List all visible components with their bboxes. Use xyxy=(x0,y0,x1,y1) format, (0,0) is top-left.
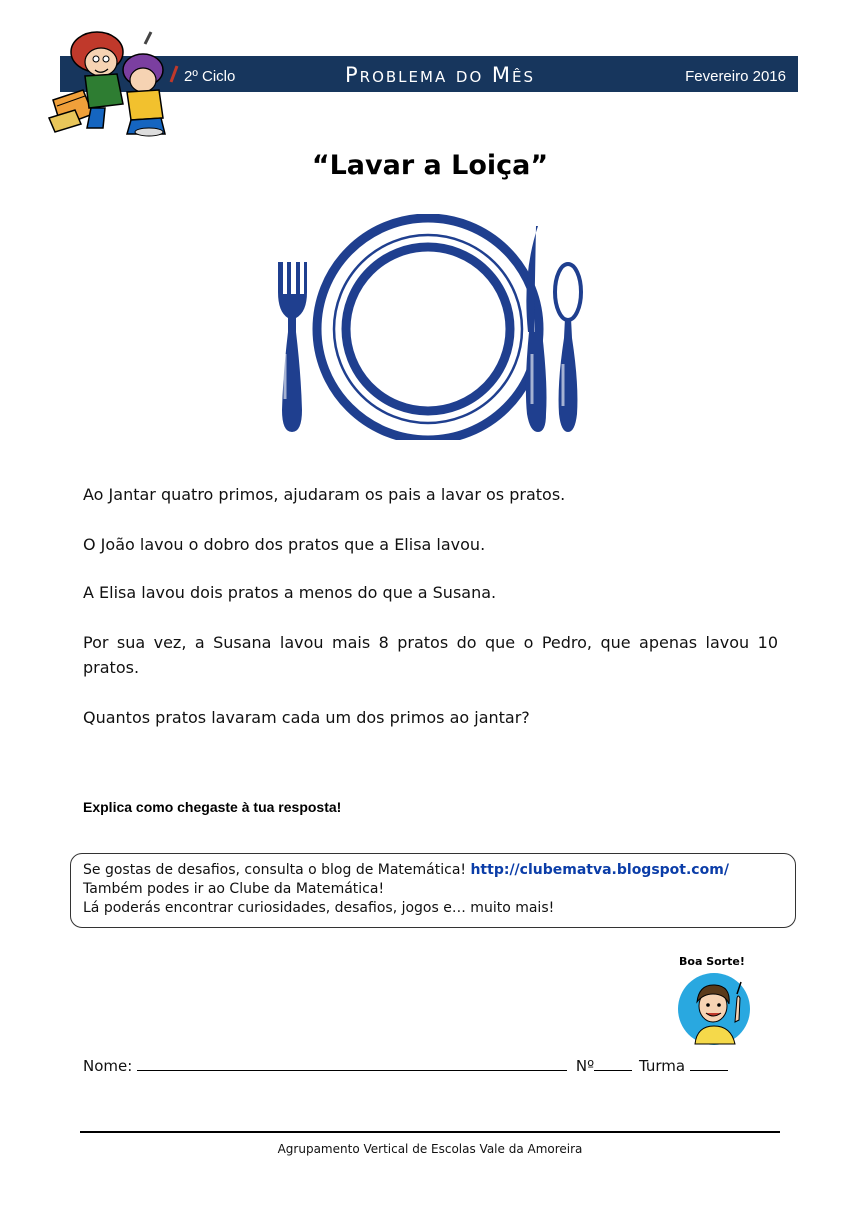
header-date: Fevereiro 2016 xyxy=(685,68,786,85)
header-title: Problema do Mês xyxy=(345,63,536,87)
problem-paragraph: Por sua vez, a Susana lavou mais 8 pratos do que o Pedro, que apenas lavou 10 pratos. xyxy=(83,633,778,677)
books-icon xyxy=(49,90,93,132)
class-label: Turma xyxy=(638,1057,686,1075)
name-label: Nome: xyxy=(83,1057,133,1075)
cycle-label: 2º Ciclo xyxy=(184,68,236,85)
info-line-1 xyxy=(83,861,785,880)
problem-paragraph: Ao Jantar quatro primos, ajudaram os pais a lavar os pratos. xyxy=(83,485,566,504)
number-field[interactable] xyxy=(594,1056,632,1071)
good-luck-label: Boa Sorte! xyxy=(679,955,745,968)
name-field[interactable] xyxy=(137,1056,567,1071)
explain-instruction: Explica como chegaste à tua resposta! xyxy=(83,799,342,815)
blog-link[interactable]: http://clubematva.blogspot.com/ xyxy=(470,862,729,878)
info-line-2: Também podes ir ao Clube da Matemática! xyxy=(83,881,385,897)
fork-icon xyxy=(278,262,307,432)
problem-paragraph: O João lavou o dobro dos pratos que a Elisa lavou. xyxy=(83,535,486,554)
kid-purple-hair xyxy=(123,54,165,136)
problem-paragraph: A Elisa lavou dois pratos a menos do que a Susana. xyxy=(83,583,497,602)
tableware-illustration xyxy=(270,214,590,440)
class-field[interactable] xyxy=(690,1056,728,1071)
info-text: Se gostas de desafios, consulta o blog de Matemática! xyxy=(83,862,471,878)
spoon-icon xyxy=(555,264,581,432)
plate-icon xyxy=(317,218,539,440)
kids-illustration xyxy=(45,22,185,137)
problem-question: Quantos pratos lavaram cada um dos primos ao jantar? xyxy=(83,708,530,727)
school-footer: Agrupamento Vertical de Escolas Vale da Amoreira xyxy=(277,1142,583,1156)
blog-info-box xyxy=(70,853,796,928)
student-form-row xyxy=(83,1056,728,1075)
number-label: Nº xyxy=(575,1057,595,1075)
info-line-3: Lá poderás encontrar curiosidades, desafios, jogos e… muito mais! xyxy=(83,900,555,916)
smiling-kid-icon xyxy=(677,972,751,1046)
footer-divider xyxy=(80,1131,780,1133)
problem-title: “Lavar a Loiça” xyxy=(311,150,549,181)
